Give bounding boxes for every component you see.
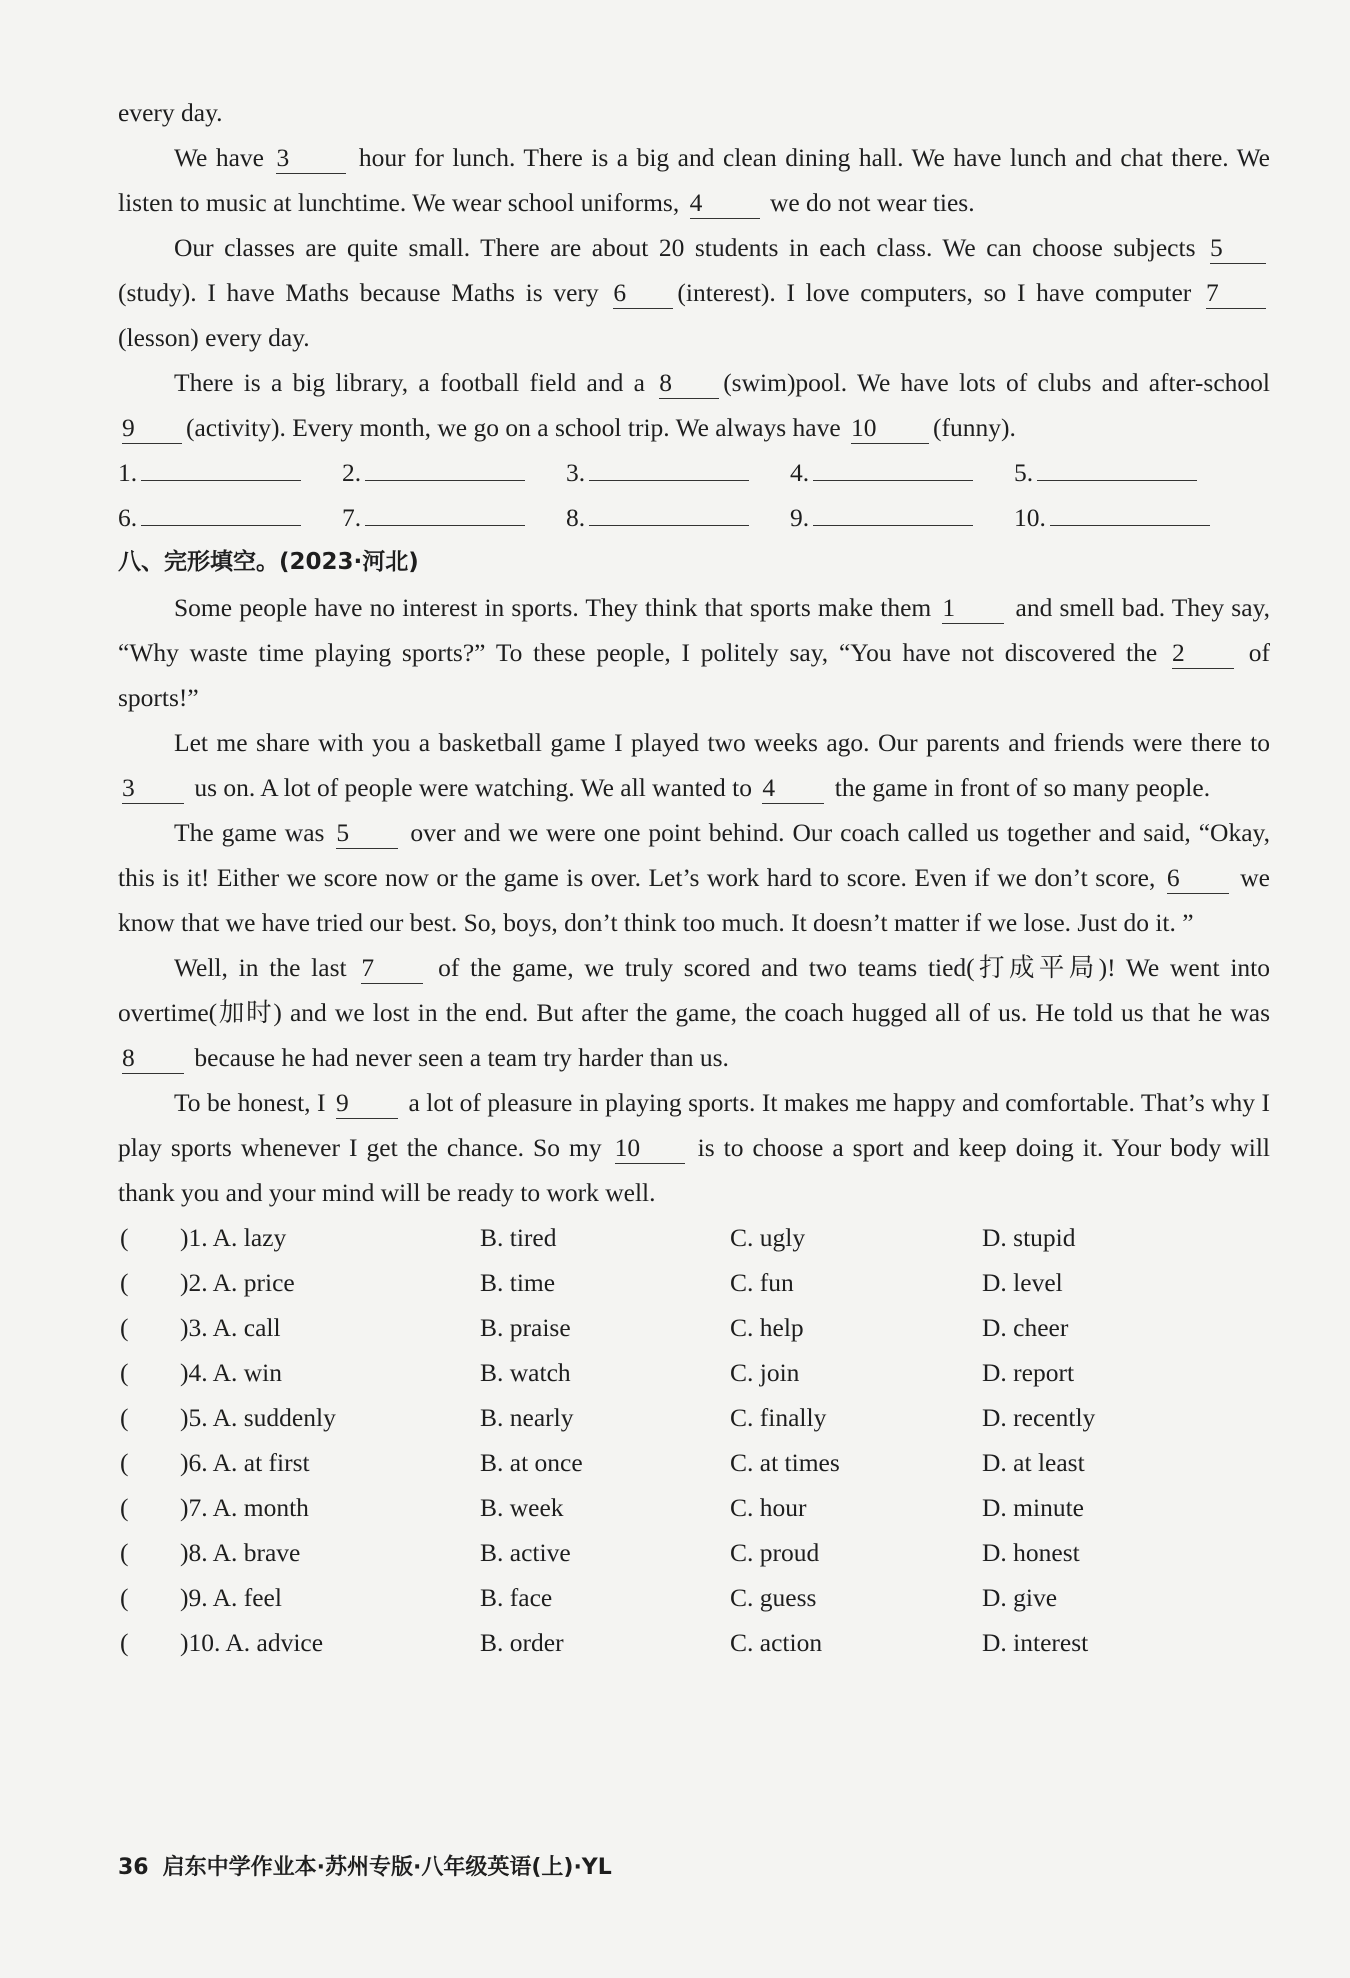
answer-bracket[interactable]: ( [120,1448,129,1477]
answer-slot[interactable] [790,450,1014,495]
option-a: )8. A. brave [180,1538,301,1567]
section-heading: 八、完形填空。(2023·河北) [118,549,419,575]
option-a: )7. A. month [180,1493,309,1522]
option-a: )4. A. win [180,1358,282,1387]
option-c: C. help [730,1313,804,1342]
option-d: D. cheer [982,1313,1069,1342]
option-a: )5. A. suddenly [180,1403,336,1432]
answer-number: 10. [1014,503,1046,532]
book-title: 启东中学作业本·苏州专版·八年级英语(上)·YL [162,1855,612,1880]
option-a: )6. A. at first [180,1448,310,1477]
page-footer [118,1850,612,1881]
blank-9[interactable]: 9 [122,413,182,444]
blank-6[interactable]: 6 [613,278,673,309]
option-b: B. time [480,1268,556,1297]
option-b: B. praise [480,1313,571,1342]
option-d: D. honest [982,1538,1080,1567]
answer-bracket[interactable]: ( [120,1268,129,1297]
reading-tail-line: every day. [118,98,223,127]
option-a: )3. A. call [180,1313,281,1342]
answer-bracket[interactable]: ( [120,1628,129,1657]
answer-slot[interactable] [118,495,342,540]
option-b: B. order [480,1628,564,1657]
option-c: C. join [730,1358,800,1387]
blank-2[interactable]: 2 [1172,638,1234,669]
answer-slot[interactable] [118,450,342,495]
option-b: B. tired [480,1223,557,1252]
option-d: D. at least [982,1448,1085,1477]
page-content [118,90,1270,1665]
option-b: B. active [480,1538,571,1567]
blank-8[interactable]: 8 [659,368,719,399]
question-row [118,1350,1270,1395]
option-d: D. report [982,1358,1075,1387]
reading-paragraph: There is a big library, a football field and a 8 (swim)pool. We have lots of clubs and after-school 9 (activity). Every month, we go on a school trip. We always have 10 (funny). [122,368,1270,442]
option-b: B. watch [480,1358,571,1387]
page-number: 36 [118,1855,149,1880]
answer-slot[interactable] [1014,495,1238,540]
option-a: )2. A. price [180,1268,295,1297]
blank-10[interactable]: 10 [615,1133,685,1164]
answer-number: 1. [118,458,138,487]
blank-4[interactable]: 4 [690,188,760,219]
answer-bracket[interactable]: ( [120,1538,129,1567]
question-row [118,1530,1270,1575]
answer-bracket[interactable]: ( [120,1403,129,1432]
option-a: )1. A. lazy [180,1223,287,1252]
blank-7[interactable]: 7 [361,953,423,984]
option-b: B. face [480,1583,553,1612]
answer-bracket[interactable]: ( [120,1493,129,1522]
blank-3[interactable]: 3 [276,143,346,174]
option-c: C. at times [730,1448,840,1477]
option-b: B. at once [480,1448,583,1477]
blank-1[interactable]: 1 [942,593,1004,624]
blank-9[interactable]: 9 [336,1088,398,1119]
question-list [118,1215,1270,1665]
option-c: C. ugly [730,1223,806,1252]
option-a: )10. A. advice [180,1628,324,1657]
answer-slot[interactable] [566,450,790,495]
blank-3[interactable]: 3 [122,773,184,804]
answer-row [118,450,1270,495]
answer-number: 5. [1014,458,1034,487]
cloze-paragraph: To be honest, I 9 a lot of pleasure in playing sports. It makes me happy and comfortable. That’s why I play sports whenever I get the chance. So my 10 is to choose a sport and keep doing it. Your body will thank you and your mind will be ready to work well. [118,1088,1270,1207]
blank-4[interactable]: 4 [762,773,824,804]
option-c: C. fun [730,1268,794,1297]
answer-number: 8. [566,503,586,532]
option-c: C. hour [730,1493,807,1522]
answer-slot[interactable] [790,495,1014,540]
answer-lines [118,450,1270,540]
answer-number: 4. [790,458,810,487]
blank-7[interactable]: 7 [1206,278,1266,309]
blank-5[interactable]: 5 [336,818,398,849]
option-d: D. minute [982,1493,1084,1522]
option-d: D. recently [982,1403,1096,1432]
answer-slot[interactable] [342,450,566,495]
option-d: D. stupid [982,1223,1076,1252]
option-a: )9. A. feel [180,1583,282,1612]
reading-paragraph: We have 3 hour for lunch. There is a big and clean dining hall. We have lunch and chat there. We listen to music at lunchtime. We wear school uniforms, 4 we do not wear ties. [118,143,1270,217]
option-c: C. action [730,1628,823,1657]
cloze-paragraph: The game was 5 over and we were one point behind. Our coach called us together and said, “Okay, this is it! Either we score now or the game is over. Let’s work hard to score. Even if we don’t score, 6 we know that we have tried our best. So, boys, don’t think too much. It doesn’t matter if we lose. Just do it. ” [118,818,1271,937]
answer-bracket[interactable]: ( [120,1313,129,1342]
blank-6[interactable]: 6 [1167,863,1229,894]
answer-number: 9. [790,503,810,532]
blank-10[interactable]: 10 [851,413,929,444]
question-row [118,1485,1270,1530]
answer-slot[interactable] [342,495,566,540]
question-row [118,1575,1270,1620]
question-row [118,1305,1270,1350]
answer-number: 7. [342,503,362,532]
question-row [118,1215,1270,1260]
option-d: D. give [982,1583,1058,1612]
option-c: C. proud [730,1538,820,1567]
answer-bracket[interactable]: ( [120,1583,129,1612]
option-c: C. finally [730,1403,827,1432]
cloze-paragraph: Let me share with you a basketball game I played two weeks ago. Our parents and friends were there to 3 us on. A lot of people were watching. We all wanted to 4 the game in front of so many people. [122,728,1270,802]
reading-paragraph: Our classes are quite small. There are about 20 students in each class. We can choose subjects 5(study). I have Maths because Maths is very 6 (interest). I love computers, so I have computer 7(lesson) every day. [118,225,1270,360]
blank-8[interactable]: 8 [122,1043,184,1074]
answer-number: 2. [342,458,362,487]
question-row [118,1260,1270,1305]
answer-number: 6. [118,503,138,532]
option-b: B. nearly [480,1403,574,1432]
question-row [118,1620,1270,1665]
option-b: B. week [480,1493,564,1522]
answer-bracket[interactable]: ( [120,1223,129,1252]
answer-slot[interactable] [566,495,790,540]
question-row [118,1440,1270,1485]
cloze-paragraph: Well, in the last 7 of the game, we truly scored and two teams tied(打成平局)! We went into overtime(加时) and we lost in the end. But after the game, the coach hugged all of us. He told us that he was 8 because he had never seen a team try harder than us. [118,953,1270,1072]
answer-bracket[interactable]: ( [120,1358,129,1387]
option-c: C. guess [730,1583,817,1612]
option-d: D. level [982,1268,1063,1297]
answer-row [118,495,1270,540]
answer-number: 3. [566,458,586,487]
option-d: D. interest [982,1628,1089,1657]
cloze-paragraph: Some people have no interest in sports. They think that sports make them 1 and smell bad. They say, “Why waste time playing sports?” To these people, I politely say, “You have not discovered the 2 of sports!” [118,593,1270,712]
question-row [118,1395,1270,1440]
blank-5[interactable]: 5 [1210,233,1266,264]
answer-slot[interactable] [1014,450,1238,495]
